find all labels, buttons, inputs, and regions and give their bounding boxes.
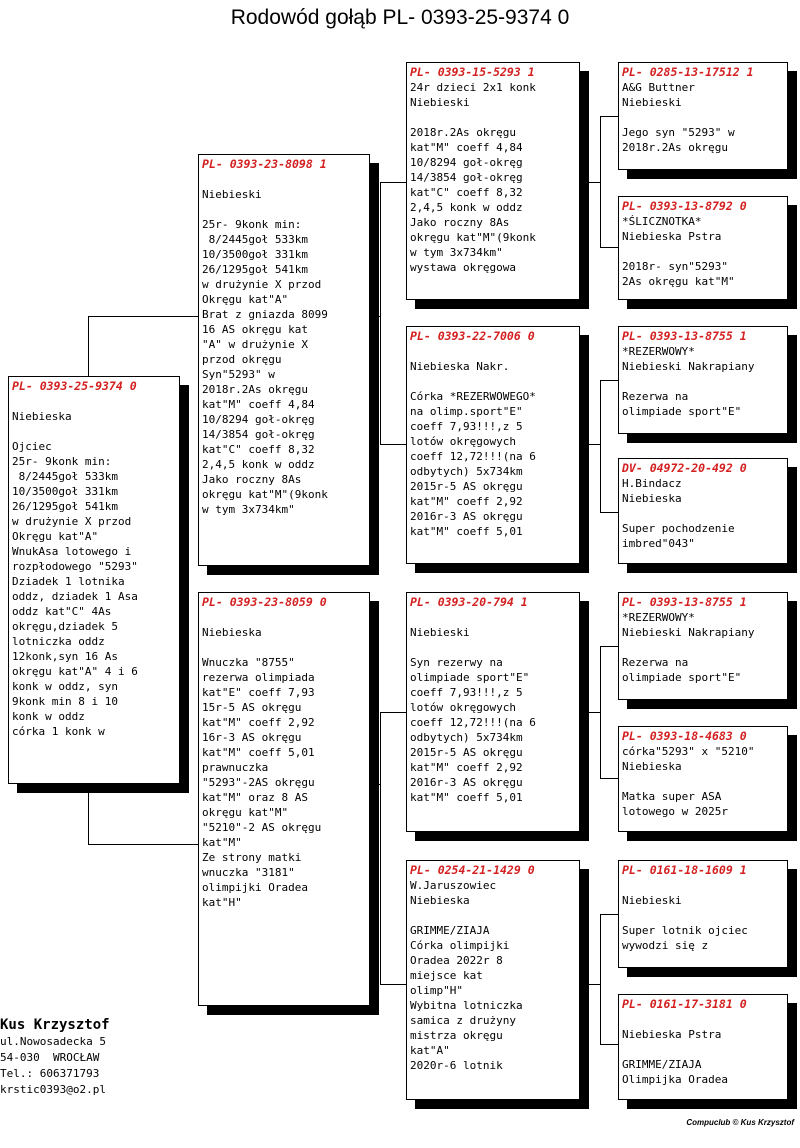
pigeon-description: W.Jaruszowiec Niebieska GRIMME/ZIAJA Córka olimpijki Oradea 2022r 8 miejsce kat olimp"H" Wybitna lotniczka samica z drużyny mistrza okręgu kat"A" 2020r-6 lotnik	[410, 879, 523, 1072]
connector-line	[600, 914, 618, 915]
pigeon-card-mother[interactable]	[198, 592, 370, 1006]
connector-line	[600, 646, 601, 778]
pigeon-description: córka"5293" x "5210" Niebieska Matka super ASA lotowego w 2025r	[622, 745, 755, 818]
connector-line	[600, 380, 601, 512]
owner-phone: Tel.: 606371793	[0, 1067, 100, 1080]
connector-line	[600, 380, 618, 381]
pigeon-card-father[interactable]	[198, 154, 370, 566]
pigeon-card-mm[interactable]	[406, 860, 580, 1100]
connector-line	[600, 778, 618, 779]
pigeon-card-mfm[interactable]	[618, 726, 788, 832]
ring-number: PL- 0393-13-8755 1	[622, 595, 747, 609]
pigeon-description: *ŚLICZNOTKA* Niebieska Pstra 2018r- syn"5293" 2As okręgu kat"M"	[622, 215, 735, 288]
ring-number: PL- 0393-15-5293 1	[410, 65, 535, 79]
pigeon-card-mf[interactable]	[406, 592, 580, 832]
connector-line	[88, 316, 89, 376]
pigeon-card-fmm[interactable]	[618, 458, 788, 564]
page-title: Rodowód gołąb PL- 0393-25-9374 0	[230, 6, 570, 29]
pigeon-card-fmf[interactable]	[618, 326, 788, 434]
footer-credit: Compuclub © Kus Krzysztof	[686, 1118, 794, 1127]
pigeon-description: *REZERWOWY* Niebieski Nakrapiany Rezerwa na olimpiade sport"E"	[622, 611, 755, 684]
connector-line	[578, 182, 600, 183]
pigeon-description: Niebieska Wnuczka "8755" rezerwa olimpiada kat"E" coeff 7,93 15r-5 AS okręgu kat"M" coeff 2,92 16r-3 AS okręgu kat"M" coeff 5,01 prawnuczka "5293"-2AS okręgu kat"M" oraz 8 AS okręgu kat"M" "5210"-2 AS okręgu kat"M" Ze strony matki wnuczka "3181" olimpijki Oradea kat"H"	[202, 626, 322, 909]
pigeon-card-mmf[interactable]	[618, 860, 788, 968]
connector-line	[380, 182, 406, 183]
owner-email: krstic0393@o2.pl	[0, 1083, 106, 1096]
connector-line	[600, 512, 618, 513]
connector-line	[578, 444, 600, 445]
ring-number: PL- 0393-13-8792 0	[622, 199, 747, 213]
ring-number: PL- 0393-22-7006 0	[410, 329, 535, 343]
pigeon-card-fff[interactable]	[618, 62, 788, 170]
connector-line	[88, 316, 200, 317]
connector-line	[600, 116, 618, 117]
owner-name: Kus Krzysztof	[0, 1017, 110, 1033]
connector-line	[600, 914, 601, 1044]
pigeon-card-ff[interactable]	[406, 62, 580, 300]
connector-line	[600, 1044, 618, 1045]
pigeon-card-ffm[interactable]	[618, 196, 788, 300]
pigeon-description: Niebieski 25r- 9konk min: 8/2445goł 533km 10/3500goł 331km 26/1295goł 541km w drużynie X przod Okręgu kat"A" Brat z gniazda 8099 16 AS okręgu kat "A" w drużynie X przod okręgu Syn"5293" w 2018r.2As okręgu kat"M" coeff 4,84 10/8294 goł-okręg 14/3854 goł-okręg kat"C" coeff 8,32 2,4,5 konk w oddz Jako roczny 8As okręgu kat"M"(9konk w tym 3x734km"	[202, 188, 328, 516]
owner-info	[0, 1016, 160, 1098]
pigeon-description: 24r dzieci 2x1 konk Niebieski 2018r.2As okręgu kat"M" coeff 4,84 10/8294 goł-okręg 14/3854 goł-okręg kat"C" coeff 8,32 2,4,5 konk w oddz Jako roczny 8As okręgu kat"M"(9konk w tym 3x734km" wystawa okręgowa	[410, 81, 536, 274]
pigeon-description: Niebieska Ojciec 25r- 9konk min: 8/2445goł 533km 10/3500goł 331km 26/1295goł 541km w drużynie X przod Okręgu kat"A" WnukAsa lotowego i rozpłodowego "5293" Dziadek 1 lotnika oddz, dziadek 1 Asa oddz kat"C" 4As okręgu,dziadek 5 lotniczka oddz 12konk,syn 16 As okręgu kat"A" 4 i 6 konk w oddz, syn 9konk min 8 i 10 konk w oddz córka 1 konk w	[12, 410, 138, 738]
pigeon-description: Niebieska Nakr. Córka *REZERWOWEGO* na olimp.sport"E" coeff 7,93!!!,z 5 lotów okręgowych coeff 12,72!!!(na 6 odbytych) 5x734km 2015r-5 AS okręgu kat"M" coeff 2,92 2016r-3 AS okręgu kat"M" coeff 5,01	[410, 360, 536, 538]
pigeon-description: *REZERWOWY* Niebieski Nakrapiany Rezerwa na olimpiade sport"E"	[622, 345, 755, 418]
pigeon-card-fm[interactable]	[406, 326, 580, 564]
ring-number: PL- 0393-13-8755 1	[622, 329, 747, 343]
ring-number: DV- 04972-20-492 0	[622, 461, 747, 475]
connector-line	[578, 984, 600, 985]
owner-street: ul.Nowosadecka 5	[0, 1035, 106, 1048]
pigeon-description: Niebieski Super lotnik ojciec wywodzi się z	[622, 894, 748, 952]
pigeon-description: Niebieski Syn rezerwy na olimpiade sport"E" coeff 7,93!!!,z 5 lotów okręgowych coeff 12,72!!!(na 6 odbytych) 5x734km 2015r-5 AS okręgu kat"M" coeff 2,92 2016r-3 AS okręgu kat"M" coeff 5,01	[410, 626, 536, 804]
ring-number: PL- 0393-23-8059 0	[202, 595, 327, 609]
ring-number: PL- 0285-13-17512 1	[622, 65, 754, 79]
ring-number: PL- 0393-18-4683 0	[622, 729, 747, 743]
ring-number: PL- 0161-18-1609 1	[622, 863, 747, 877]
pigeon-card-bird[interactable]	[8, 376, 180, 784]
connector-line	[380, 984, 406, 985]
connector-line	[88, 784, 89, 844]
connector-line	[600, 247, 618, 248]
ring-number: PL- 0161-17-3181 0	[622, 997, 747, 1011]
connector-line	[600, 646, 618, 647]
connector-line	[578, 712, 600, 713]
connector-line	[600, 116, 601, 247]
owner-city: 54-030 WROCŁAW	[0, 1051, 100, 1064]
connector-line	[380, 712, 406, 713]
pigeon-card-mmm[interactable]	[618, 994, 788, 1100]
ring-number: PL- 0393-25-9374 0	[12, 379, 137, 393]
pigeon-card-mff[interactable]	[618, 592, 788, 700]
ring-number: PL- 0254-21-1429 0	[410, 863, 535, 877]
pigeon-description: Niebieska Pstra GRIMME/ZIAJA Olimpijka Oradea	[622, 1028, 728, 1086]
pigeon-description: H.Bindacz Niebieska Super pochodzenie imbred"043"	[622, 477, 735, 550]
connector-line	[380, 182, 381, 444]
pigeon-description: A&G Buttner Niebieski Jego syn "5293" w 2018r.2As okręgu	[622, 81, 735, 154]
connector-line	[88, 844, 200, 845]
ring-number: PL- 0393-23-8098 1	[202, 157, 327, 171]
ring-number: PL- 0393-20-794 1	[410, 595, 528, 609]
connector-line	[380, 712, 381, 984]
connector-line	[380, 444, 406, 445]
